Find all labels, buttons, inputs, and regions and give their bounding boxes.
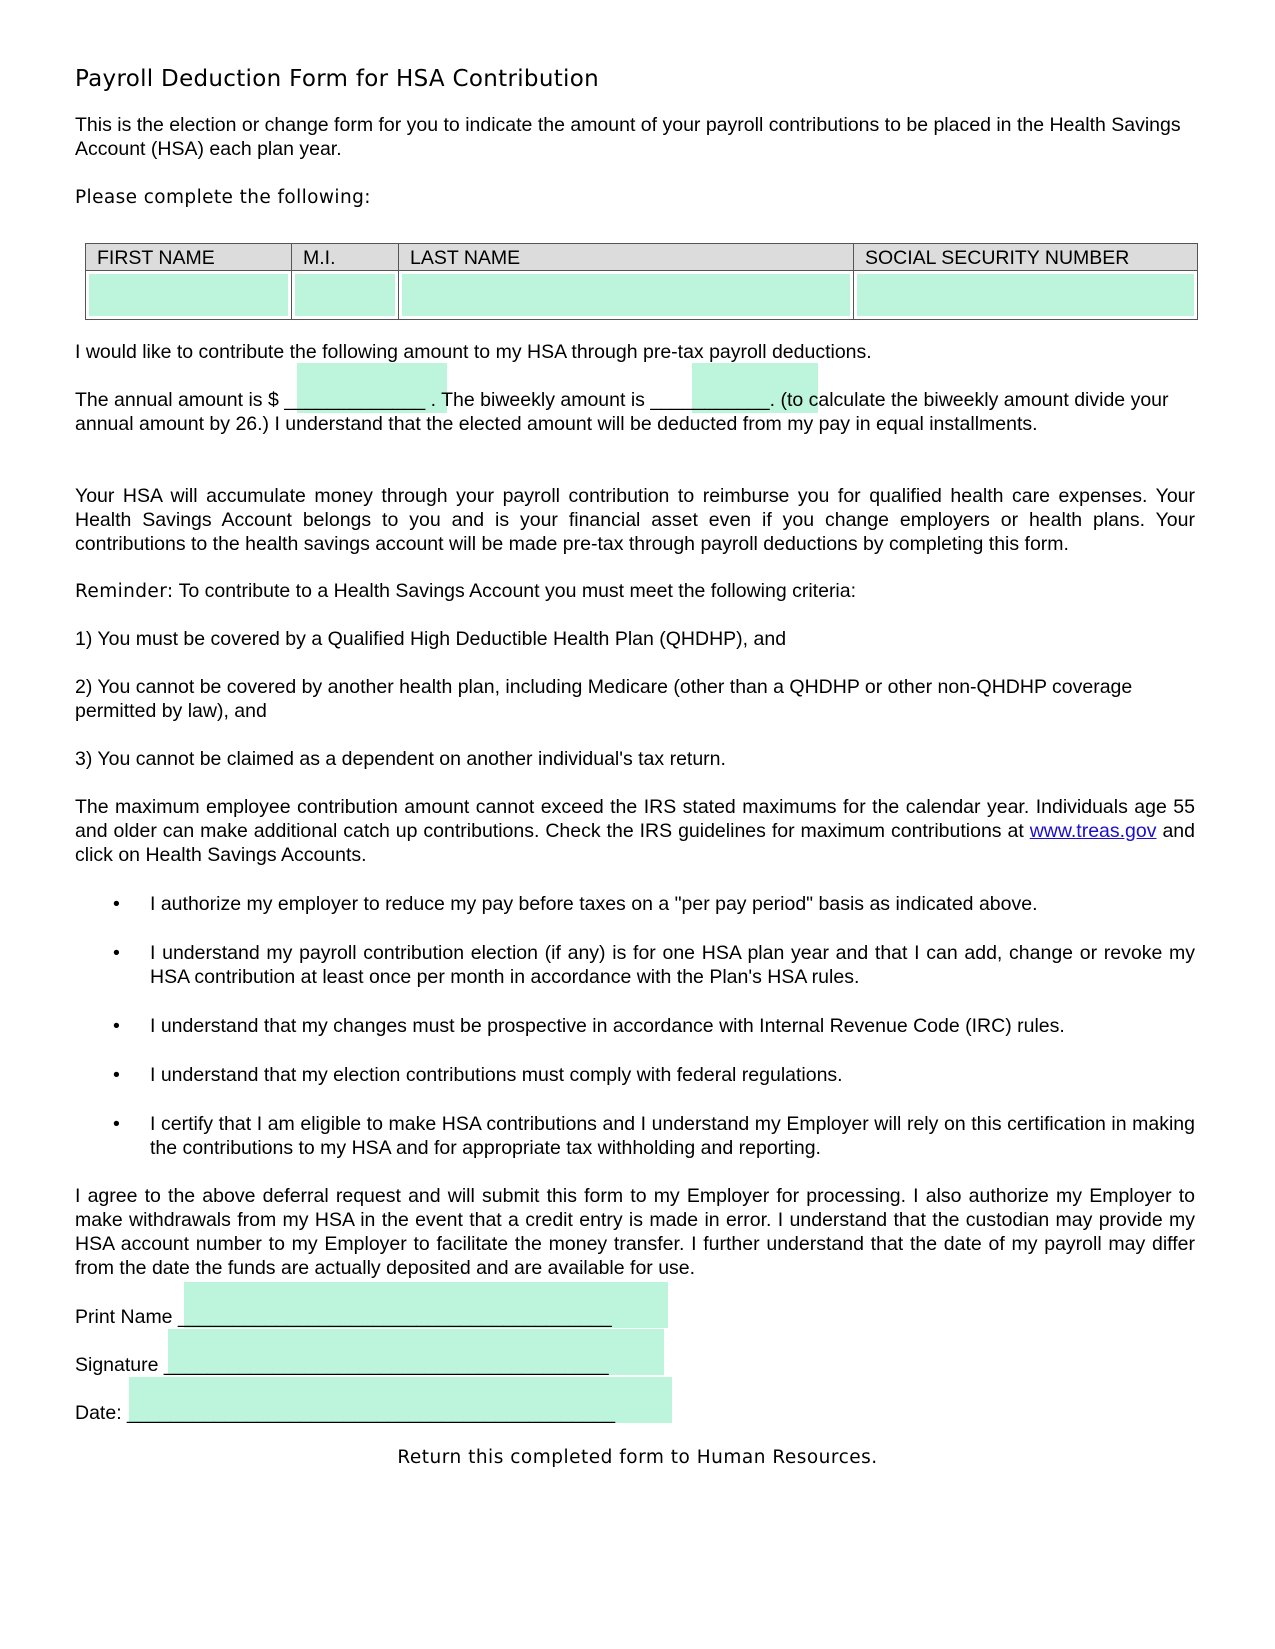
maximum-paragraph — [75, 795, 1195, 867]
ssn-header: SOCIAL SECURITY NUMBER — [854, 244, 1198, 271]
print-name-row — [75, 1305, 612, 1329]
bullet-icon: • — [113, 1113, 120, 1135]
reminder-line — [75, 579, 1195, 604]
criteria-item: 2) You cannot be covered by another health plan, including Medicare (other than a QHDHP or other non-QHDHP coverage permitted by law), and — [75, 676, 1133, 722]
mi-header: M.I. — [292, 244, 399, 271]
ssn-cell — [854, 271, 1198, 320]
mi-cell — [292, 271, 399, 320]
last-name-cell — [399, 271, 854, 320]
contribute-line: I would like to contribute the following amount to my HSA through pre-tax payroll deductions. — [75, 341, 872, 363]
date-row — [75, 1401, 615, 1425]
last-name-field[interactable] — [402, 274, 850, 316]
reminder-label: Reminder: — [75, 581, 174, 602]
signature-label: Signature — [75, 1354, 159, 1376]
list-item-text: I certify that I am eligible to make HSA contributions and I understand my Employer will rely on this certification in making the contributions to my HSA and for appropriate tax withholding and reporting. — [150, 1113, 1195, 1159]
list-item-text: I understand that my election contributions must comply with federal regulations. — [150, 1064, 843, 1086]
employee-info-table — [85, 243, 1198, 320]
biweekly-amount-blank: ___________ — [650, 389, 770, 411]
agreement-paragraph: I agree to the above deferral request and will submit this form to my Employer for processing. I also authorize my Employer to make withdrawals from my HSA in the event that a credit entry is made in error. I understand that the custodian may provide my HSA account number to my Employer to facilitate the money transfer. I further understand that the date of my payroll may differ from the date the funds are actually deposited and are available for use. — [75, 1185, 1195, 1279]
first-name-header: FIRST NAME — [86, 244, 292, 271]
accumulate-paragraph: Your HSA will accumulate money through your payroll contribution to reimburse you for qualified health care expenses. Your Health Savings Account belongs to you and is your financial asset even if you change employers or health plans. Your contributions to the health savings account will be made pre-tax through payroll deductions by completing this form. — [75, 485, 1195, 555]
treas-gov-link[interactable]: www.treas.gov — [1029, 820, 1157, 842]
criteria-item: 3) You cannot be claimed as a dependent on another individual's tax return. — [75, 748, 726, 770]
date-line: _____________________________________________ — [127, 1402, 616, 1424]
date-label: Date: — [75, 1402, 122, 1424]
bullet-icon: • — [113, 1015, 120, 1037]
intro-paragraph: This is the election or change form for you to indicate the amount of your payroll contributions to be placed in the Health Savings Account (HSA) each plan year. — [75, 114, 1181, 160]
footer-instruction: Return this completed form to Human Resources. — [397, 1447, 878, 1468]
annual-amount-blank: _____________ — [284, 389, 426, 411]
print-name-label: Print Name — [75, 1306, 173, 1328]
maximum-tail: and click on Health Savings Accounts. — [75, 820, 1195, 866]
bullet-icon: • — [113, 893, 120, 915]
bullet-icon: • — [113, 942, 120, 964]
please-complete-label: Please complete the following: — [75, 187, 371, 208]
bullet-icon: • — [113, 1064, 120, 1086]
first-name-field[interactable] — [89, 274, 288, 316]
list-item-text: I understand that my changes must be prospective in accordance with Internal Revenue Code (IRC) rules. — [150, 1015, 1065, 1037]
signature-row — [75, 1353, 609, 1377]
signature-line: _________________________________________ — [163, 1354, 609, 1376]
list-item-text: I understand my payroll contribution election (if any) is for one HSA plan year and that I can add, change or revoke my HSA contribution at least once per month in accordance with the Plan's HSA rules. — [150, 942, 1195, 988]
criteria-item: 1) You must be covered by a Qualified High Deductible Health Plan (QHDHP), and — [75, 628, 787, 650]
mi-field[interactable] — [295, 274, 395, 316]
last-name-header: LAST NAME — [399, 244, 854, 271]
print-name-line: ________________________________________ — [177, 1306, 612, 1328]
ssn-field[interactable] — [857, 274, 1194, 316]
amounts-paragraph — [75, 388, 1195, 436]
list-item-text: I authorize my employer to reduce my pay before taxes on a "per pay period" basis as indicated above. — [150, 893, 1038, 915]
first-name-cell — [86, 271, 292, 320]
form-title: Payroll Deduction Form for HSA Contribution — [75, 66, 599, 92]
biweekly-amount-label: . The biweekly amount is — [430, 389, 645, 411]
annual-amount-label: The annual amount is $ — [75, 389, 279, 411]
biweekly-note: . (to calculate the biweekly amount divide your annual amount by 26.) I understand that the elected amount will be deducted from my pay in equal installments. — [75, 389, 1169, 435]
maximum-text: The maximum employee contribution amount cannot exceed the IRS stated maximums for the calendar year. Individuals age 55 and older can make additional catch up contributions. Check the IRS guidelines for maximum contributions at — [75, 796, 1195, 842]
reminder-text: To contribute to a Health Savings Account you must meet the following criteria: — [173, 580, 857, 602]
